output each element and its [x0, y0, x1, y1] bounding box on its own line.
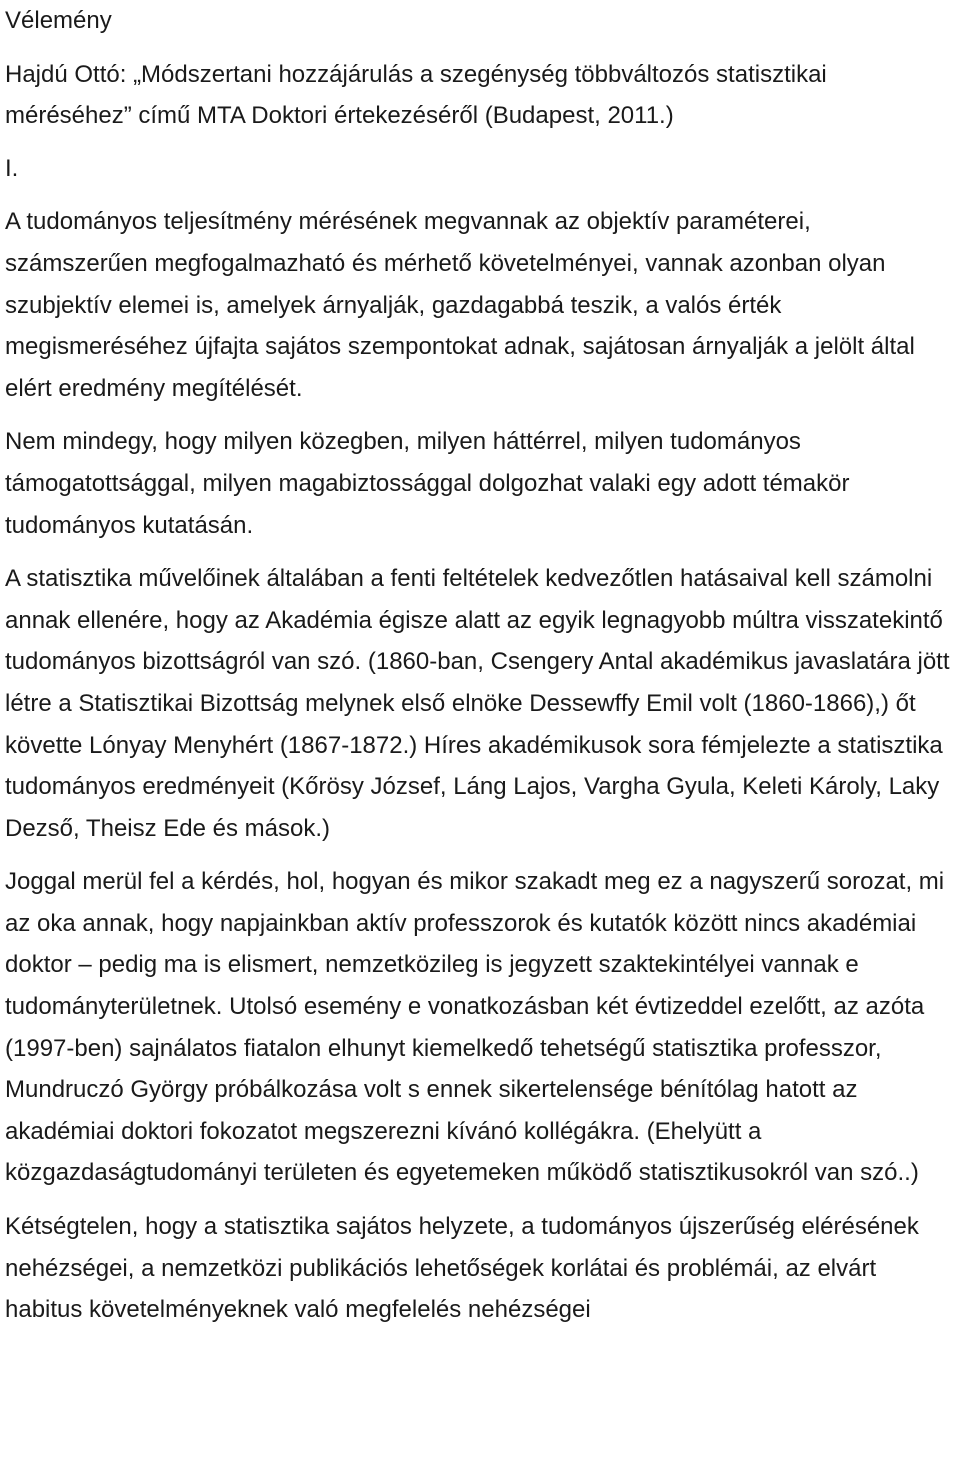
document-page: [5, 0, 955, 1331]
paragraph: A statisztika művelőinek általában a fenti feltételek kedvezőtlen hatásaival kell számolni annak ellenére, hogy az Akadémia égisze alatt az egyik legnagyobb múltra visszatekintő tudományos bizottságról van szó. (1860-ban, Csengery Antal akadémikus javaslatára jött létre a Statisztikai Bizottság melynek első elnöke Dessewffy Emil volt (1860-1866),) őt követte Lónyay Menyhért (1867-1872.) Híres akadémikusok sora fémjelezte a statisztika tudományos eredményeit (Kőrösy József, Láng Lajos, Vargha Gyula, Keleti Károly, Laky Dezső, Theisz Ede és mások.): [5, 565, 950, 842]
document-heading: Vélemény: [5, 7, 112, 34]
paragraph: Kétségtelen, hogy a statisztika sajátos helyzete, a tudományos újszerűség elérésének nehézségei, a nemzetközi publikációs lehetőségek korlátai és problémái, az elvárt habitus követelményeknek való megfelelés nehézségei: [5, 1213, 919, 1324]
document-title: Hajdú Ottó: „Módszertani hozzájárulás a szegénység többváltozós statisztikai méréséhez” című MTA Doktori értekezéséről (Budapest, 2011.): [5, 60, 827, 130]
section-number: I.: [5, 154, 19, 182]
paragraph: Nem mindegy, hogy milyen közegben, milyen háttérrel, milyen tudományos támogatottsággal, milyen magabiztossággal dolgozhat valaki egy adott témakör tudományos kutatásán.: [5, 428, 850, 539]
paragraph: Joggal merül fel a kérdés, hol, hogyan és mikor szakadt meg ez a nagyszerű sorozat, mi az oka annak, hogy napjainkban aktív professzorok és kutatók között nincs akadémiai doktor – pedig ma is elismert, nemzetközileg is jegyzett szaktekintélyei vannak e tudományterületnek. Utolsó esemény e vonatkozásban két évtizeddel ezelőtt, az azóta (1997-ben) sajnálatos fiatalon elhunyt kiemelkedő tehetségű statisztika professzor, Mundruczó György próbálkozása volt s ennek sikertelensége bénítólag hatott az akadémiai doktori fokozatot megszerezni kívánó kollégákra. (Ehelyütt a közgazdaságtudományi területen és egyetemeken működő statisztikusokról van szó..): [5, 868, 945, 1187]
paragraph: A tudományos teljesítmény mérésének megvannak az objektív paraméterei, számszerűen megfogalmazható és mérhető követelményei, vannak azonban olyan szubjektív elemei is, amelyek árnyalják, gazdagabbá teszik, a valós érték megismeréséhez újfajta sajátos szempontokat adnak, sajátosan árnyalják a jelölt által elért eredmény megítélését.: [5, 208, 915, 402]
